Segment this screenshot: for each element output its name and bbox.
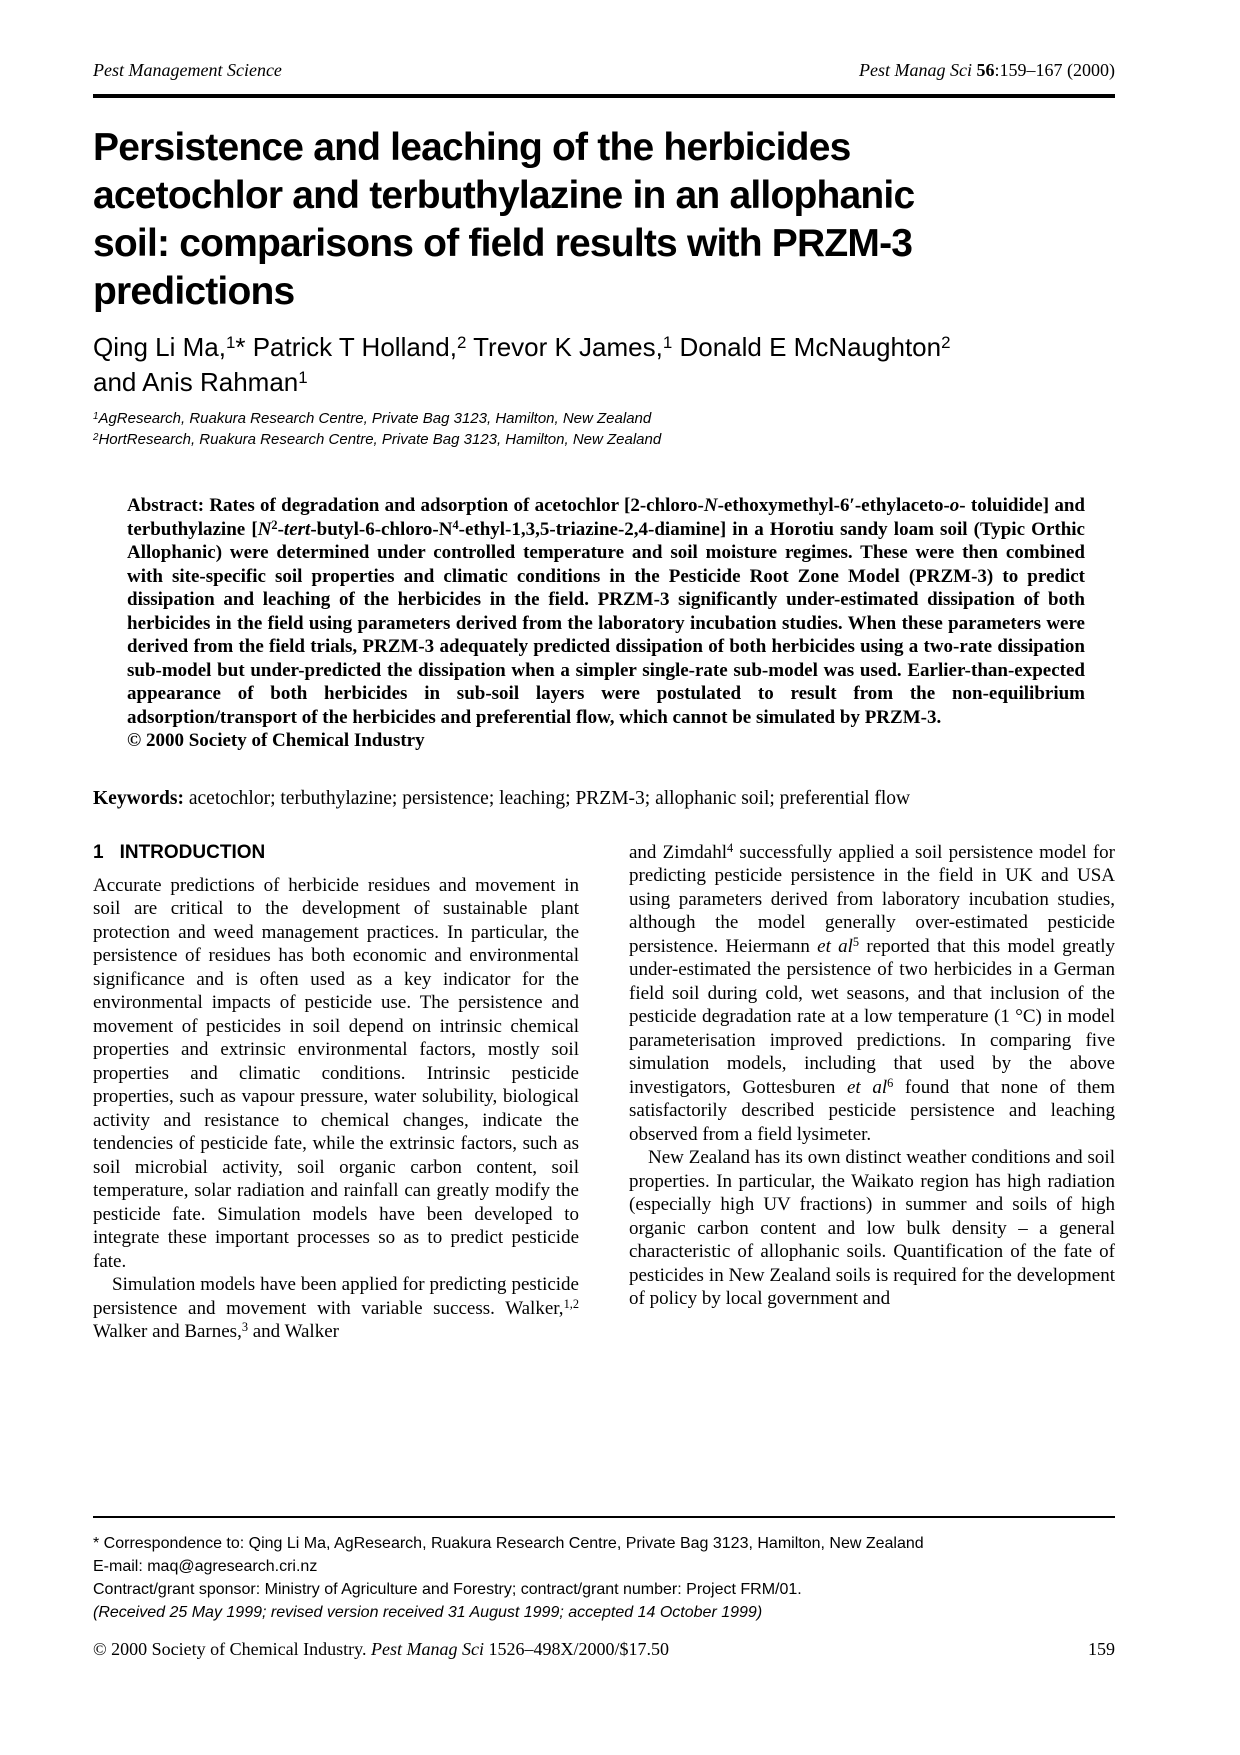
abstract-copyright: © 2000 Society of Chemical Industry (127, 730, 425, 751)
keywords-text: acetochlor; terbuthylazine; persistence; leaching; PRZM-3; allophanic soil; preferential flow (184, 787, 911, 809)
footnote-grant: Contract/grant sponsor: Ministry of Agriculture and Forestry; contract/grant number: Project FRM/01. (93, 1581, 802, 1598)
journal-citation: Pest Manag Sci 56:159–167 (2000) (859, 60, 1115, 80)
authors-line-1: Qing Li Ma,$^1$* Patrick T Holland,$^2$ Trevor K James,$^1$ Donald E McNaughton$^2$ (93, 332, 951, 362)
title-line-1: Persistence and leaching of the herbicides (93, 126, 851, 169)
footnote-block (93, 1532, 1115, 1624)
page-number: 159 (1088, 1639, 1115, 1659)
title-line-3: soil: comparisons of field results with PRZM-3 (93, 222, 913, 265)
footnote-email: E-mail: maq@agresearch.cri.nz (93, 1558, 318, 1575)
intro-paragraph-2: Simulation models have been applied for predicting pesticide persistence and movement with variable success. Walker,$^{1,2}$ Walker and Barnes,$^3$ and Walker (93, 1274, 579, 1342)
author-list (93, 330, 1115, 400)
title-line-2: acetochlor and terbuthylazine in an allophanic (93, 174, 915, 217)
affiliation-line-2: $^2$HortResearch, Ruakura Research Centre, Private Bag 3123, Hamilton, New Zealand (93, 431, 662, 448)
left-column (93, 841, 579, 1344)
footnote-received-dates: (Received 25 May 1999; revised version received 31 August 1999; accepted 14 October 1999) (93, 1604, 763, 1621)
intro-paragraph-4: New Zealand has its own distinct weather conditions and soil properties. In particular, the Waikato region has high radiation (especially high UV fractions) in summer and soils of high organic carbon content and low bulk density – a general characteristic of allophanic soils. Quantification of the fate of pesticides in New Zealand soils is required for the development of policy by local government and (629, 1147, 1115, 1309)
header-rule (93, 94, 1115, 98)
section-heading-introduction (93, 841, 579, 865)
affiliations (93, 408, 1115, 450)
footnote-rule (93, 1516, 1115, 1518)
bottom-bar (93, 1638, 1115, 1660)
section-title: INTRODUCTION (119, 841, 266, 863)
intro-paragraph-3: and Zimdahl$^4$ successfully applied a soil persistence model for predicting pesticide persistence in the field in UK and USA using parameters derived from laboratory incubation studies, although the model generally over-estimated pesticide persistence. Heiermann et $al^5$ reported that this model greatly under-estimated the persistence of two herbicides in a German field soil during cold, wet seasons, and that inclusion of the pesticide degradation rate at a low temperature (1 °C) in model parameterisation improved predictions. In comparing five simulation models, including that used by the above investigators, Gottesburen et $al^6$ found that none of them satisfactorily described pesticide persistence and leaching observed from a field lysimeter. (629, 840, 1116, 1145)
keywords-label: Keywords: (93, 787, 184, 809)
footnote-correspondence: * Correspondence to: Qing Li Ma, AgResearch, Ruakura Research Centre, Private Bag 3123, Hamilton, New Zealand (93, 1535, 924, 1552)
abstract: Abstract: Rates of degradation and adsorption of acetochlor [2-chloro-N-ethoxymethyl-6′-ethylaceto-o- toluidide] and terbuthylazine $[N^2-tert-butyl-6-chloro-N^4-ethyl-1,3,5-triazine-2,4-diamine]$ in a Horotiu sandy loam soil (Typic Orthic Allophanic) were determined under controlled temperature and soil moisture regimes. These were then combined with site-specific soil properties and climatic conditions in the Pesticide Root Zone Model (PRZM-3) to predict dissipation and leaching of the herbicides in the field. PRZM-3 significantly under-estimated dissipation of both herbicides in the field using parameters derived from the laboratory incubation studies. When these parameters were derived from the field trials, PRZM-3 adequately predicted dissipation of both herbicides using a two-rate dissipation sub-model but under-predicted the dissipation when a simpler single-rate sub-model was used. Earlier-than-expected appearance of both herbicides in sub-soil layers were postulated to result from the non-equilibrium adsorption/transport of the herbicides and preferential flow, which cannot be simulated by PRZM-3. (127, 495, 1085, 728)
intro-paragraph-1: Accurate predictions of herbicide residues and movement in soil are critical to the development of sustainable plant protection and weed management practices. In particular, the persistence of residues has both economic and environmental significance and is often used as a key indicator for the environmental impacts of pesticide use. The persistence and movement of pesticides in soil depend on intrinsic chemical properties and extrinsic environmental factors, mostly soil properties and climatic conditions. Intrinsic pesticide properties, such as vapour pressure, water solubility, biological activity and resistance to chemical changes, indicate the tendencies of pesticide fate, while the extrinsic factors, such as soil microbial activity, soil organic carbon content, soil temperature, solar radiation and rainfall can greatly modify the pesticide fate. Simulation models have been developed to integrate these important processes so as to predict pesticide fate. (93, 874, 579, 1272)
title-line-4: predictions (93, 270, 295, 313)
keywords-line (93, 787, 1115, 811)
article-title (93, 124, 1115, 316)
copyright-issn-line: © 2000 Society of Chemical Industry. Pest Manag Sci 1526–498X/2000/$17.50 (93, 1639, 669, 1659)
authors-line-2: and Anis Rahman$^1$ (93, 367, 308, 397)
section-number: 1 (93, 841, 104, 863)
page-header (93, 60, 1115, 80)
affiliation-line-1: $^1$AgResearch, Ruakura Research Centre, Private Bag 3123, Hamilton, New Zealand (93, 410, 652, 427)
journal-name: Pest Management Science (93, 60, 282, 80)
right-column (629, 841, 1115, 1344)
body-columns (93, 841, 1115, 1344)
